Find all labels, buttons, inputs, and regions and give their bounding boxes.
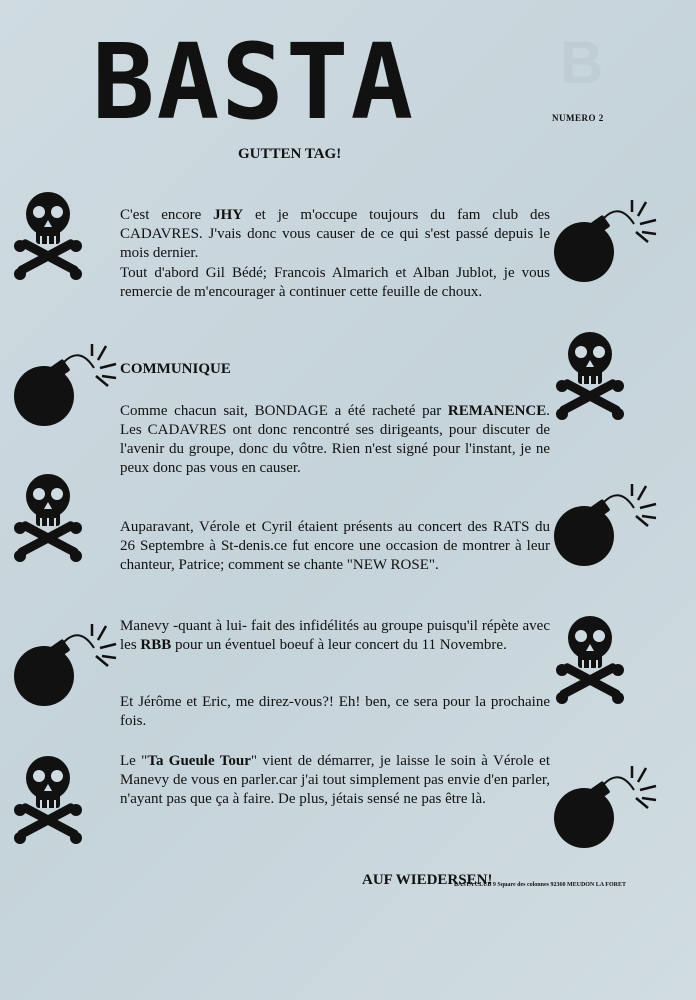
issue-number: NUMERO 2	[552, 113, 604, 123]
skull-crossbones-icon	[556, 326, 624, 426]
skull-crossbones-icon	[556, 610, 624, 710]
bomb-icon	[12, 620, 120, 710]
bomb-icon	[552, 762, 660, 852]
communique-paragraph-4: Et Jérôme et Eric, me direz-vous?! Eh! ben, ce sera pour la prochaine fois.	[120, 694, 550, 729]
communique-paragraph-2: Auparavant, Vérole et Cyril étaient présents au concert des RATS du 26 Septembre à St-denis.ce fut encore une occasion de montrer à leur chanteur, Patrice; comment se chante "NEW ROSE".	[120, 519, 550, 573]
communique-paragraph-3: Manevy -quant à lui- fait des infidélités au groupe puisqu'il répète avec les RBB pour un éventuel boeuf à leur concert du 11 Novembre.	[120, 618, 550, 653]
communique-heading: COMMUNIQUE	[120, 361, 231, 377]
skull-crossbones-icon	[14, 750, 82, 850]
masthead-title: BASTA	[92, 21, 416, 143]
bomb-icon	[12, 340, 120, 430]
skull-crossbones-icon	[14, 468, 82, 568]
bomb-icon	[552, 480, 660, 570]
communique-paragraph-1: Comme chacun sait, BONDAGE a été racheté par REMANENCE. Les CADAVRES ont donc rencontré ses dirigeants, pour discuter de l'avenir du groupe, donc du vôtre. Rien n'est signé pour l'instant, je ne peux donc pas vous en causer.	[120, 403, 550, 476]
bleed-through-masthead: B	[560, 29, 604, 96]
intro-paragraph-2: Tout d'abord Gil Bédé; Francois Almarich et Alban Jublot, je vous remercie de m'encourager à continuer cette feuille de choux.	[120, 265, 550, 300]
closing-signoff: AUF WIEDERSEN!	[362, 872, 493, 888]
communique-paragraph-5: Le "Ta Gueule Tour" vient de démarrer, je laisse le soin à Vérole et Manevy de vous en parler.car j'ai tout simplement pas envie d'en parler, n'ayant pas que ça à faire. De plus, jétais sensé ne pas être là.	[120, 753, 550, 807]
bomb-icon	[552, 196, 660, 286]
skull-crossbones-icon	[14, 186, 82, 286]
greeting-heading: GUTTEN TAG!	[238, 146, 342, 162]
intro-paragraph-1: C'est encore JHY et je m'occupe toujours du fam club des CADAVRES. J'vais donc vous causer de ce qui s'est passé depuis le mois dernier.	[120, 207, 550, 261]
club-address: BASTA CLUB 9 Square des colonnes 92360 MEUDON LA FORET	[454, 882, 626, 888]
